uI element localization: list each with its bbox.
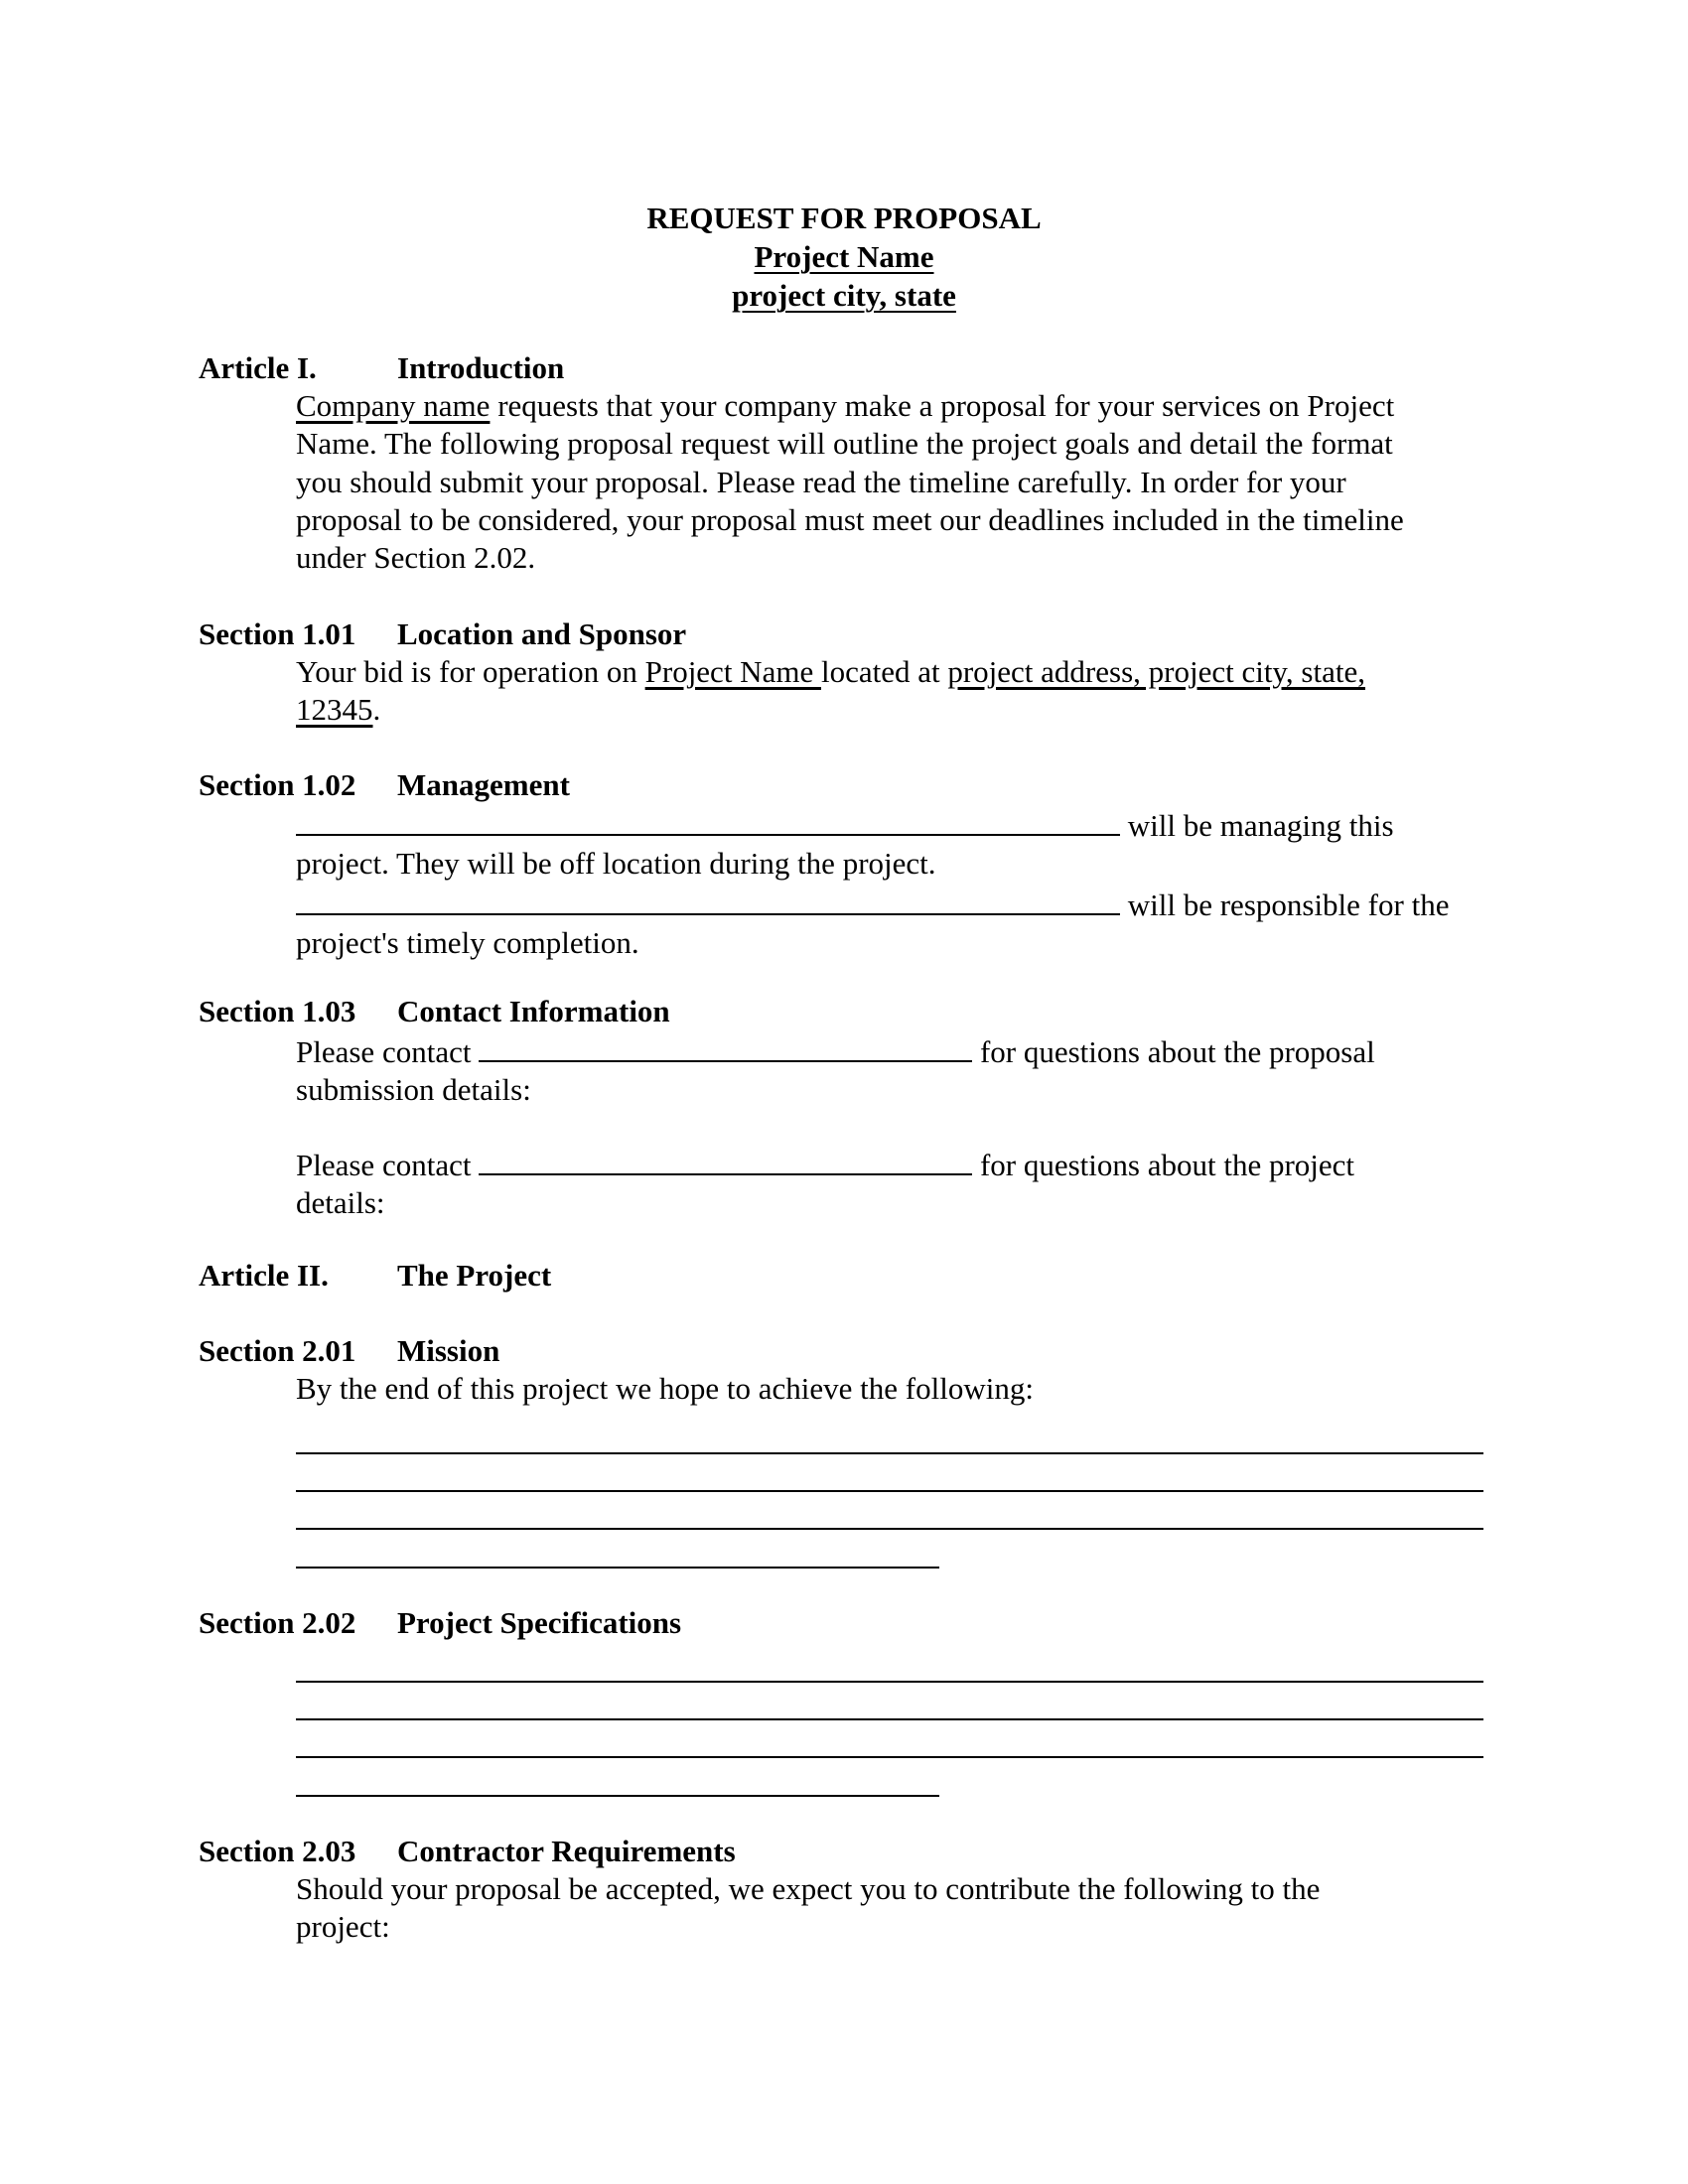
- manager-blank-field[interactable]: [296, 804, 1120, 836]
- location-text: Your bid is for operation on: [296, 654, 645, 689]
- section-1-02-number: Section 1.02: [199, 767, 356, 802]
- article-2-title: The Project: [397, 1258, 552, 1293]
- responsible-party-blank-field[interactable]: [296, 884, 1120, 915]
- location-paragraph: [296, 653, 1487, 730]
- section-2-01-number: Section 2.01: [199, 1333, 356, 1368]
- project-location-title: project city, state: [732, 278, 956, 313]
- section-1-01-title: Location and Sponsor: [397, 616, 687, 651]
- intro-text: requests that your company make a proposal for your services on Project: [490, 388, 1395, 423]
- section-1-01-heading: [199, 615, 686, 653]
- mission-paragraph: [296, 1370, 1487, 1408]
- management-text: will be responsible for the: [1127, 887, 1450, 922]
- management-text: will be managing this: [1127, 808, 1394, 843]
- article-2-number: Article II.: [199, 1258, 329, 1293]
- contact-paragraph-1: [296, 1030, 1487, 1110]
- article-1-number: Article I.: [199, 350, 317, 385]
- specifications-blank-line-1[interactable]: [296, 1681, 1483, 1683]
- section-2-03-number: Section 2.03: [199, 1834, 356, 1868]
- contractor-text: project:: [296, 1909, 390, 1945]
- management-paragraph: [296, 804, 1487, 962]
- specifications-blank-line-3[interactable]: [296, 1756, 1483, 1758]
- contact-text: for questions about the proposal: [979, 1034, 1375, 1069]
- mission-blank-line-1[interactable]: [296, 1452, 1483, 1454]
- intro-text: under Section 2.02.: [296, 540, 536, 576]
- intro-text: you should submit your proposal. Please read the timeline carefully. In order for your: [296, 464, 1346, 499]
- location-text: .: [372, 692, 381, 728]
- mission-blank-line-2[interactable]: [296, 1490, 1483, 1492]
- section-2-02-heading: [199, 1604, 681, 1642]
- section-2-01-title: Mission: [397, 1333, 500, 1368]
- section-1-03-heading: [199, 993, 670, 1030]
- intro-text: Name. The following proposal request will outline the project goals and detail the format: [296, 426, 1393, 462]
- section-2-02-number: Section 2.02: [199, 1605, 356, 1640]
- project-name-field[interactable]: Project Name: [644, 654, 821, 689]
- section-2-02-title: Project Specifications: [397, 1605, 682, 1640]
- contact-text: Please contact: [296, 1034, 480, 1069]
- project-name-title: Project Name: [754, 239, 934, 274]
- section-1-03-number: Section 1.03: [199, 994, 356, 1028]
- introduction-paragraph: [296, 387, 1487, 577]
- contractor-text: Should your proposal be accepted, we expect you to contribute the following to the: [296, 1871, 1321, 1906]
- section-1-03-title: Contact Information: [397, 994, 670, 1028]
- management-text: project's timely completion.: [296, 924, 639, 960]
- article-1-title: Introduction: [397, 350, 565, 385]
- project-address-field[interactable]: project address, project city, state,: [947, 654, 1365, 689]
- section-1-02-title: Management: [397, 767, 570, 802]
- contact-text: details:: [296, 1185, 385, 1221]
- proposal-contact-blank-field[interactable]: [479, 1030, 972, 1062]
- section-2-01-heading: [199, 1332, 499, 1370]
- project-contact-blank-field[interactable]: [479, 1144, 972, 1175]
- contact-paragraph-2: [296, 1144, 1487, 1223]
- company-name-field[interactable]: Company name: [296, 388, 491, 423]
- article-2-heading: [199, 1257, 551, 1295]
- mission-blank-line-4[interactable]: [296, 1567, 939, 1569]
- mission-text: By the end of this project we hope to achieve the following:: [296, 1371, 1034, 1406]
- section-2-03-heading: [199, 1833, 736, 1870]
- intro-text: proposal to be considered, your proposal must meet our deadlines included in the timeline: [296, 501, 1404, 537]
- mission-blank-line-3[interactable]: [296, 1528, 1483, 1530]
- article-1-heading: [199, 349, 564, 387]
- management-text: project. They will be off location during the project.: [296, 846, 936, 882]
- document-title: REQUEST FOR PROPOSAL: [646, 201, 1042, 235]
- zip-code-field[interactable]: 12345: [296, 692, 373, 728]
- contractor-requirements-paragraph: [296, 1870, 1487, 1947]
- contact-text: submission details:: [296, 1072, 531, 1108]
- specifications-blank-line-2[interactable]: [296, 1718, 1483, 1720]
- specifications-blank-line-4[interactable]: [296, 1795, 939, 1797]
- section-2-03-title: Contractor Requirements: [397, 1834, 736, 1868]
- contact-text: for questions about the project: [979, 1148, 1355, 1182]
- location-text: located at: [820, 654, 948, 689]
- document-title-block: [0, 199, 1688, 315]
- section-1-02-heading: [199, 766, 570, 804]
- section-1-01-number: Section 1.01: [199, 616, 356, 651]
- contact-text: Please contact: [296, 1148, 480, 1182]
